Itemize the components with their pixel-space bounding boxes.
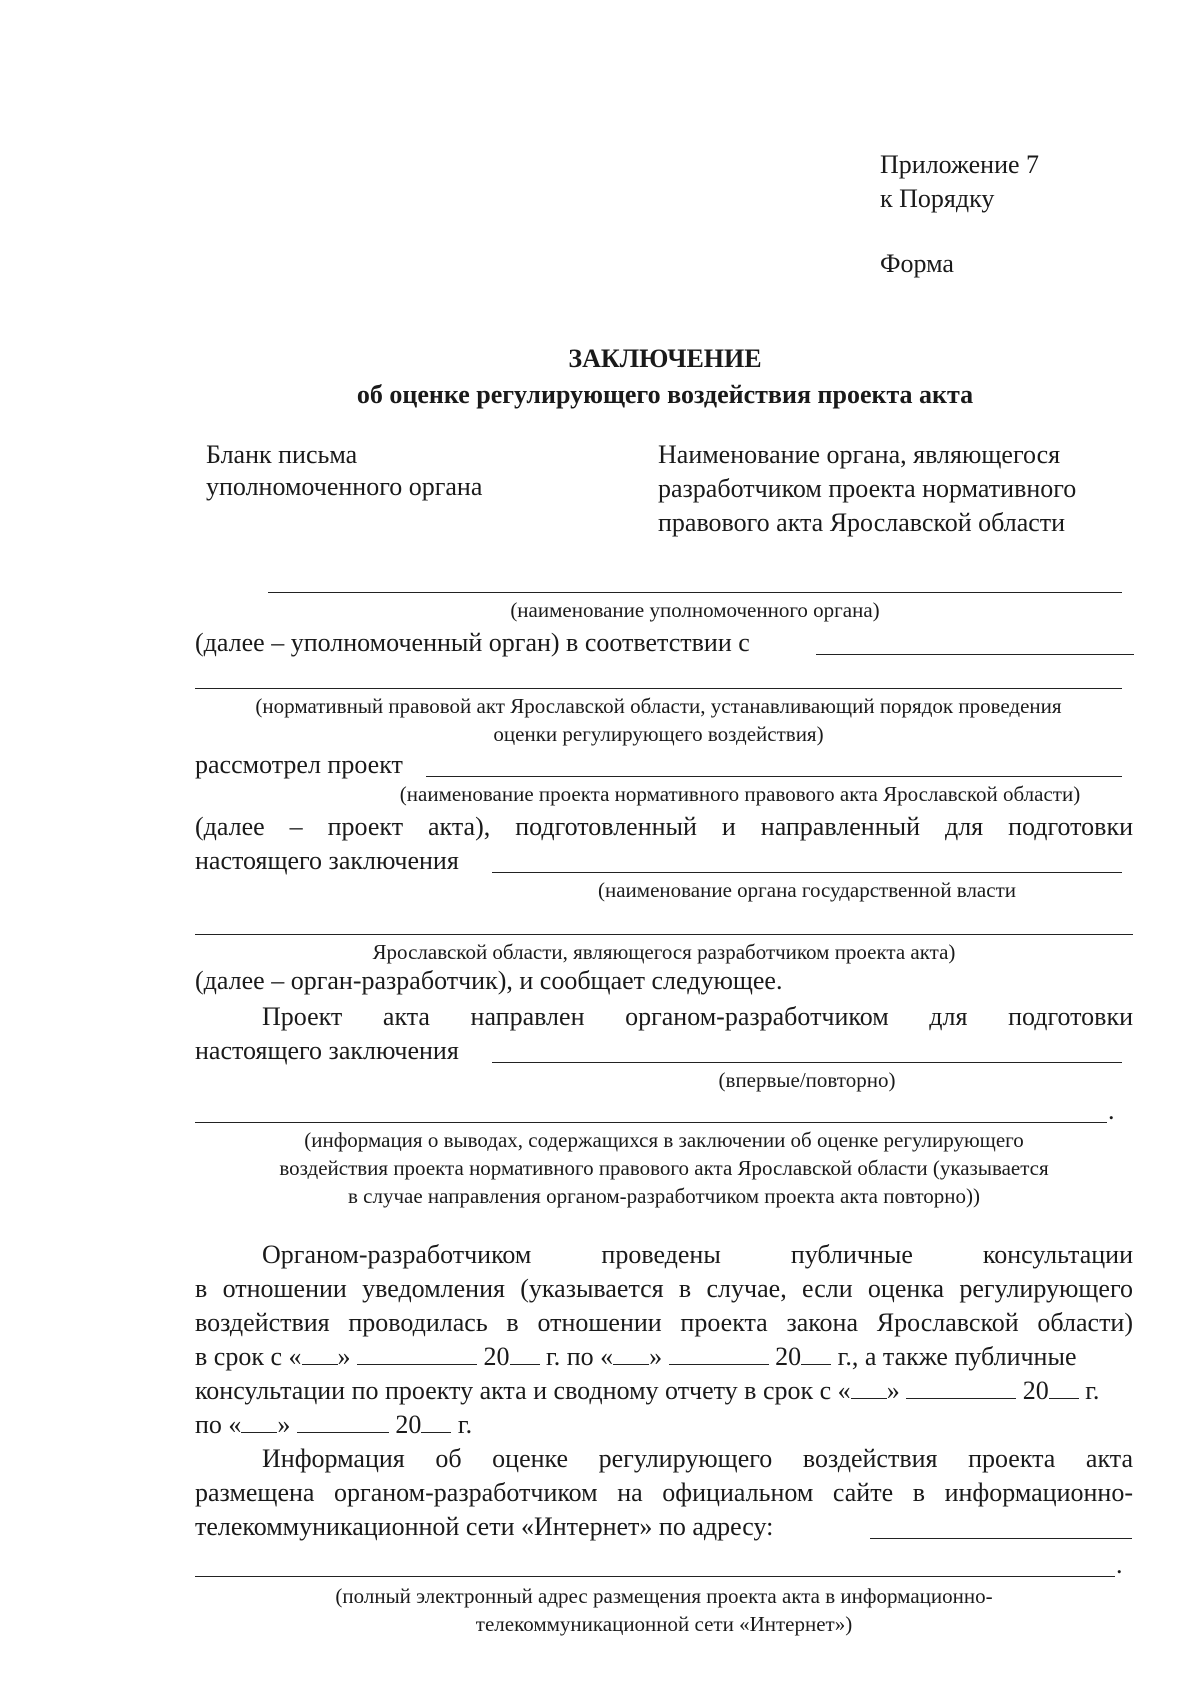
addressee-line1: Наименование органа, являющегося (658, 440, 1061, 469)
consult-start-day-field[interactable] (302, 1342, 338, 1365)
report-start-month-field[interactable] (906, 1376, 1016, 1399)
consult-start-year-field[interactable] (510, 1342, 540, 1365)
addressee-line2: разработчиком проекта нормативного (658, 474, 1077, 503)
text-hereinafter-authorized: (далее – уполномоченный орган) в соответствии с (195, 628, 750, 657)
caption-info-line1: (информация о выводах, содержащихся в заключении об оценке регулирующего (304, 1128, 1024, 1152)
letterhead-label-line1: Бланк письма (206, 440, 358, 469)
text-hereinafter-act: (далее – проект акта), подготовленный и направленный для подготовки (195, 812, 1133, 841)
consultations-line2: в отношении уведомления (указывается в случае, если оценка регулирующего (195, 1274, 1133, 1303)
text-this-conclusion-2: настоящего заключения (195, 1036, 459, 1065)
document-title: ЗАКЛЮЧЕНИЕ (568, 344, 762, 373)
report-start-day-field[interactable] (851, 1376, 887, 1399)
consultations-line1: Органом-разработчиком проведены публичные консультации (262, 1240, 1133, 1269)
consult-start-month-field[interactable] (357, 1342, 477, 1365)
text-reviewed-project: рассмотрел проект (195, 750, 403, 779)
document-subtitle: об оценке регулирующего воздействия проекта акта (356, 380, 974, 409)
consultations-line3: воздействия проводилась в отношении проекта закона Ярославской области) (195, 1308, 1133, 1337)
caption-address-line1: (полный электронный адрес размещения проекта акта в информационно- (335, 1584, 993, 1608)
previous-conclusions-field[interactable] (195, 1122, 1107, 1123)
caption-project-name: (наименование проекта нормативного правового акта Ярославской области) (399, 782, 1081, 806)
text-hereinafter-developer: (далее – орган-разработчик), и сообщает следующее. (195, 966, 783, 995)
normative-act-field[interactable] (195, 688, 1122, 689)
address-field[interactable] (870, 1538, 1132, 1539)
info-line3: телекоммуникационной сети «Интернет» по адресу: (195, 1512, 774, 1541)
accordance-field[interactable] (816, 654, 1134, 655)
period-mark-2: . (1116, 1550, 1123, 1579)
caption-normative-act-line1: (нормативный правовой акт Ярославской области, устанавливающий порядок проведения (255, 694, 1062, 718)
consultations-line5: консультации по проекту акта и сводному отчету в срок с « » 20 г. (195, 1376, 1100, 1405)
period-mark: . (1108, 1096, 1115, 1125)
caption-gov-body-line1: (наименование органа государственной власти (598, 878, 1016, 902)
caption-gov-body-line2: Ярославской области, являющегося разработчиком проекта акта) (372, 940, 956, 964)
gov-body-field-continuation[interactable] (195, 934, 1133, 935)
caption-info-line2: воздействия проекта нормативного правового акта Ярославской области (указывается (279, 1156, 1049, 1180)
report-end-day-field[interactable] (241, 1410, 277, 1433)
letterhead-label-line2: уполномоченного органа (206, 472, 483, 501)
authorized-body-name-field[interactable] (268, 592, 1122, 593)
paragraph-project-sent: Проект акта направлен органом-разработчиком для подготовки (262, 1002, 1133, 1031)
text-this-conclusion-1: настоящего заключения (195, 846, 459, 875)
info-line1: Информация об оценке регулирующего воздействия проекта акта (262, 1444, 1133, 1473)
caption-first-repeat: (впервые/повторно) (718, 1068, 896, 1092)
consult-end-year-field[interactable] (801, 1342, 831, 1365)
report-end-year-field[interactable] (421, 1410, 451, 1433)
appendix-number: Приложение 7 (880, 150, 1040, 179)
first-repeat-field[interactable] (492, 1062, 1122, 1063)
caption-authorized-body: (наименование уполномоченного органа) (510, 598, 880, 622)
caption-normative-act-line2: оценки регулирующего воздействия) (493, 722, 824, 746)
project-name-field[interactable] (426, 776, 1122, 777)
consultations-line6: по « » 20 г. (195, 1410, 473, 1439)
addressee-line3: правового акта Ярославской области (658, 508, 1066, 537)
report-start-year-field[interactable] (1049, 1376, 1079, 1399)
consult-end-month-field[interactable] (669, 1342, 769, 1365)
appendix-reference: к Порядку (880, 184, 995, 213)
form-label: Форма (880, 249, 954, 278)
address-field-continuation[interactable] (195, 1576, 1115, 1577)
gov-body-field[interactable] (492, 872, 1122, 873)
caption-address-line2: телекоммуникационной сети «Интернет») (475, 1612, 853, 1636)
info-line2: размещена органом-разработчиком на официальном сайте в информационно- (195, 1478, 1133, 1507)
caption-info-line3: в случае направления органом-разработчиком проекта акта повторно)) (348, 1184, 980, 1208)
report-end-month-field[interactable] (297, 1410, 389, 1433)
consult-end-day-field[interactable] (613, 1342, 649, 1365)
consultations-line4: в срок с « » 20 г. по « » 20 г., а также публичные (195, 1342, 1077, 1371)
